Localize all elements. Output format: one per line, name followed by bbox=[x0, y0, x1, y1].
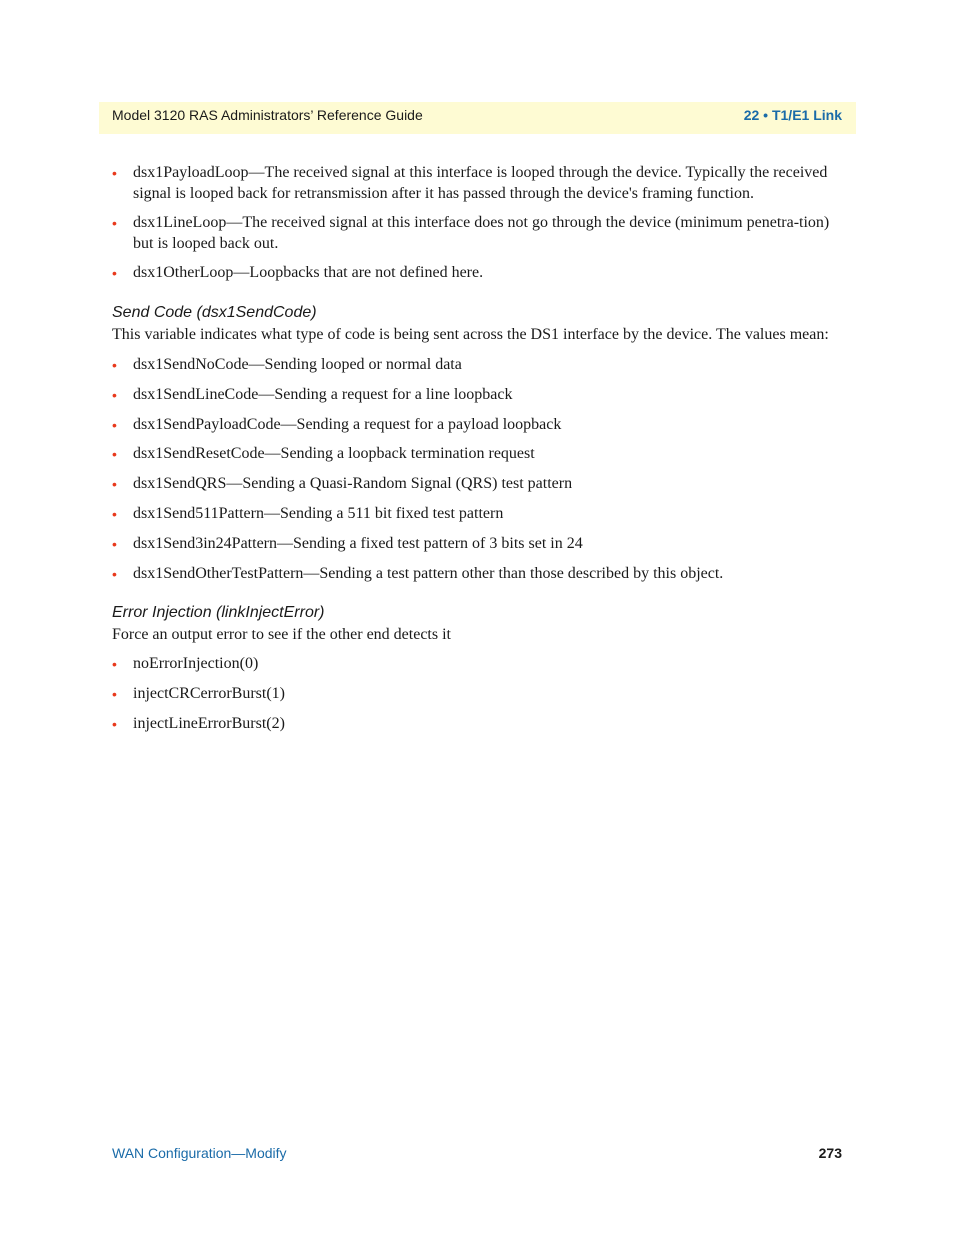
list-item bbox=[112, 263, 848, 284]
bullet-text: dsx1OtherLoop—Loopbacks that are not defined here. bbox=[133, 264, 484, 281]
bullet-text: dsx1SendLineCode—Sending a request for a line loopback bbox=[133, 385, 513, 403]
bullet-icon: • bbox=[112, 505, 117, 522]
bullet-icon: • bbox=[112, 386, 117, 403]
send-code-intro: This variable indicates what type of code is being sent across the DS1 interface by the device. The values mean: bbox=[112, 326, 829, 343]
header-chapter: 22 • T1/E1 Link bbox=[743, 107, 842, 123]
bullet-icon: • bbox=[112, 416, 117, 433]
bullet-icon: • bbox=[112, 476, 117, 493]
list-item bbox=[112, 474, 848, 495]
bullet-text: noErrorInjection(0) bbox=[133, 655, 259, 672]
bullet-text: injectLineErrorBurst(2) bbox=[133, 715, 285, 732]
list-item bbox=[112, 213, 848, 254]
section-heading-send-code: Send Code (dsx1SendCode) bbox=[112, 304, 317, 321]
list-item bbox=[112, 564, 848, 585]
list-item bbox=[112, 163, 848, 204]
loop-bullet-list bbox=[112, 163, 848, 284]
error-injection-bullet-list bbox=[112, 654, 848, 735]
bullet-icon: • bbox=[112, 565, 117, 582]
list-item bbox=[112, 444, 848, 465]
list-item bbox=[112, 415, 848, 436]
bullet-icon: • bbox=[112, 215, 117, 231]
section-heading-error-injection: Error Injection (linkInjectError) bbox=[112, 604, 325, 621]
bullet-text: dsx1LineLoop—The received signal at this interface does not go through the device (minimum penetra-tion) but is looped back out. bbox=[133, 214, 830, 252]
bullet-icon: • bbox=[112, 716, 117, 732]
bullet-text: dsx1SendPayloadCode—Sending a request for a payload loopback bbox=[133, 415, 562, 433]
list-item bbox=[112, 684, 848, 705]
bullet-icon: • bbox=[112, 535, 117, 552]
bullet-text: dsx1SendNoCode—Sending looped or normal data bbox=[133, 356, 462, 373]
list-item bbox=[112, 714, 848, 735]
bullet-icon: • bbox=[112, 656, 117, 672]
bullet-icon: • bbox=[112, 265, 117, 281]
running-header bbox=[99, 102, 856, 134]
bullet-text: dsx1Send511Pattern—Sending a 511 bit fixed test pattern bbox=[133, 504, 504, 522]
bullet-text: dsx1SendQRS—Sending a Quasi-Random Signal (QRS) test pattern bbox=[133, 475, 573, 493]
list-item bbox=[112, 504, 848, 525]
bullet-text: injectCRCerrorBurst(1) bbox=[133, 685, 285, 702]
list-item bbox=[112, 385, 848, 406]
page-number: 273 bbox=[818, 1145, 842, 1161]
bullet-icon: • bbox=[112, 165, 117, 181]
footer-section-title: WAN Configuration—Modify bbox=[112, 1145, 287, 1161]
bullet-icon: • bbox=[112, 446, 117, 463]
bullet-icon: • bbox=[112, 686, 117, 702]
bullet-text: dsx1SendResetCode—Sending a loopback termination request bbox=[133, 445, 535, 463]
send-code-bullet-list bbox=[112, 355, 848, 584]
error-injection-intro: Force an output error to see if the other end detects it bbox=[112, 626, 451, 643]
list-item bbox=[112, 355, 848, 376]
list-item bbox=[112, 534, 848, 555]
bullet-text: dsx1Send3in24Pattern—Sending a fixed test pattern of 3 bits set in 24 bbox=[133, 534, 583, 552]
bullet-text: dsx1SendOtherTestPattern—Sending a test pattern other than those described by this object. bbox=[133, 564, 724, 582]
list-item bbox=[112, 654, 848, 675]
header-title: Model 3120 RAS Administrators’ Reference Guide bbox=[112, 107, 423, 123]
bullet-text: dsx1PayloadLoop—The received signal at this interface is looped through the device. Typically the received signal is looped back for retransmission after it has passed through the device's framing function. bbox=[133, 164, 828, 202]
bullet-icon: • bbox=[112, 357, 117, 373]
